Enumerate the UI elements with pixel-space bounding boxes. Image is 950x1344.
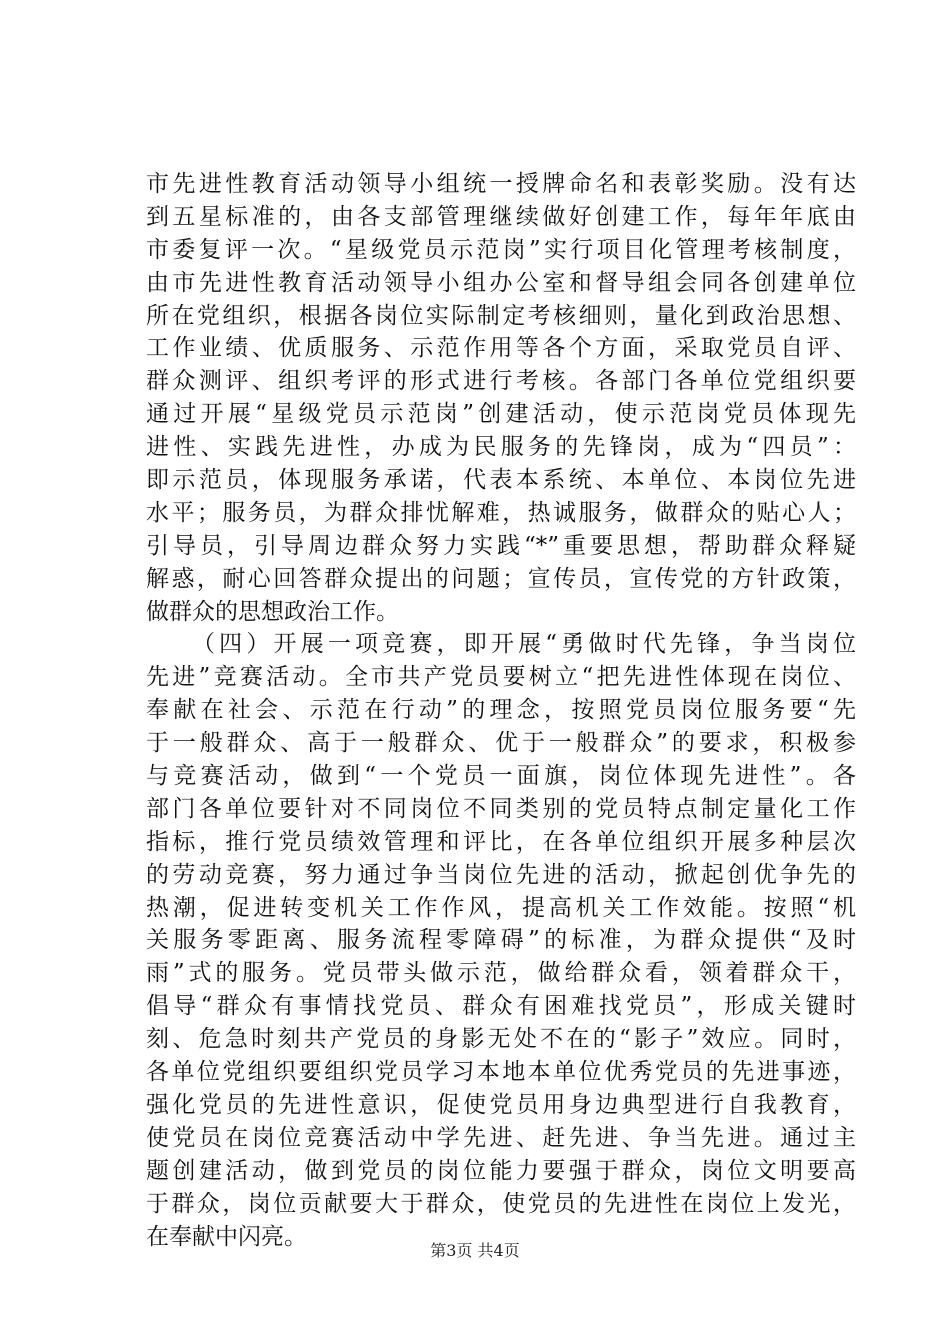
text-line: 群众测评、组织考评的形式进行考核。各部门各单位党组织要 — [146, 368, 856, 395]
text-line: 到五星标准的，由各支部管理继续做好创建工作，每年年底由 — [146, 203, 856, 230]
paragraph-2 — [146, 628, 856, 1253]
text-line: 市委复评一次。“星级党员示范岗”实行项目化管理考核制度， — [146, 236, 856, 263]
text-line: 做群众的思想政治工作。 — [146, 598, 399, 625]
text-line: 在奉献中闪亮。 — [146, 1223, 307, 1250]
text-line: （四）开展一项竞赛，即开展“勇做时代先锋，争当岗位 — [192, 631, 856, 658]
text-line: 工作业绩、优质服务、示范作用等各个方面，采取党员自评、 — [146, 335, 856, 362]
text-line: 引导员，引导周边群众努力实践“*”重要思想，帮助群众释疑 — [146, 532, 856, 559]
text-line: 雨”式的服务。党员带头做示范，做给群众看，领着群众干， — [146, 960, 856, 987]
text-line: 奉献在社会、示范在行动”的理念，按照党员岗位服务要“先 — [146, 697, 856, 724]
page-footer — [0, 1240, 950, 1262]
text-line: 各单位党组织要组织党员学习本地本单位优秀党员的先进事迹， — [146, 1059, 856, 1086]
text-line: 的劳动竞赛，努力通过争当岗位先进的活动，掀起创优争先的 — [146, 861, 856, 888]
text-line: 题创建活动，做到党员的岗位能力要强于群众，岗位文明要高 — [146, 1157, 856, 1184]
text-line: 解惑，耐心回答群众提出的问题；宣传员，宣传党的方针政策， — [146, 565, 856, 592]
page-number-label: 第3页 共4页 — [430, 1241, 520, 1260]
text-line: 指标，推行党员绩效管理和评比，在各单位组织开展多种层次 — [146, 828, 856, 855]
text-line: 刻、危急时刻共产党员的身影无处不在的“影子”效应。同时， — [146, 1026, 856, 1053]
text-line: 所在党组织，根据各岗位实际制定考核细则，量化到政治思想、 — [146, 302, 856, 329]
text-line: 于群众，岗位贡献要大于群众，使党员的先进性在岗位上发光， — [146, 1190, 856, 1217]
paragraph-1 — [146, 168, 856, 628]
text-line: 于一般群众、高于一般群众、优于一般群众”的要求，积极参 — [146, 730, 856, 757]
text-line: 与竞赛活动，做到“一个党员一面旗，岗位体现先进性”。各 — [146, 763, 856, 790]
text-line: 由市先进性教育活动领导小组办公室和督导组会同各创建单位 — [146, 269, 856, 296]
text-line: 关服务零距离、服务流程零障碍”的标准，为群众提供“及时 — [146, 927, 856, 954]
text-line: 即示范员，体现服务承诺，代表本系统、本单位、本岗位先进 — [146, 467, 856, 494]
document-body — [146, 168, 856, 1253]
text-line: 热潮，促进转变机关工作作风，提高机关工作效能。按照“机 — [146, 894, 856, 921]
text-line: 通过开展“星级党员示范岗”创建活动，使示范岗党员体现先 — [146, 401, 856, 428]
text-line: 使党员在岗位竞赛活动中学先进、赶先进、争当先进。通过主 — [146, 1124, 856, 1151]
text-line: 市先进性教育活动领导小组统一授牌命名和表彰奖励。没有达 — [146, 171, 856, 197]
text-line: 进性、实践先进性，办成为民服务的先锋岗，成为“四员”： — [146, 434, 856, 461]
text-line: 水平；服务员，为群众排忧解难，热诚服务，做群众的贴心人； — [146, 499, 856, 526]
text-line: 倡导“群众有事情找党员、群众有困难找党员”，形成关键时 — [146, 993, 856, 1020]
text-line: 强化党员的先进性意识，促使党员用身边典型进行自我教育， — [146, 1091, 856, 1118]
text-line: 部门各单位要针对不同岗位不同类别的党员特点制定量化工作 — [146, 795, 856, 822]
text-line: 先进”竞赛活动。全市共产党员要树立“把先进性体现在岗位、 — [146, 664, 856, 691]
